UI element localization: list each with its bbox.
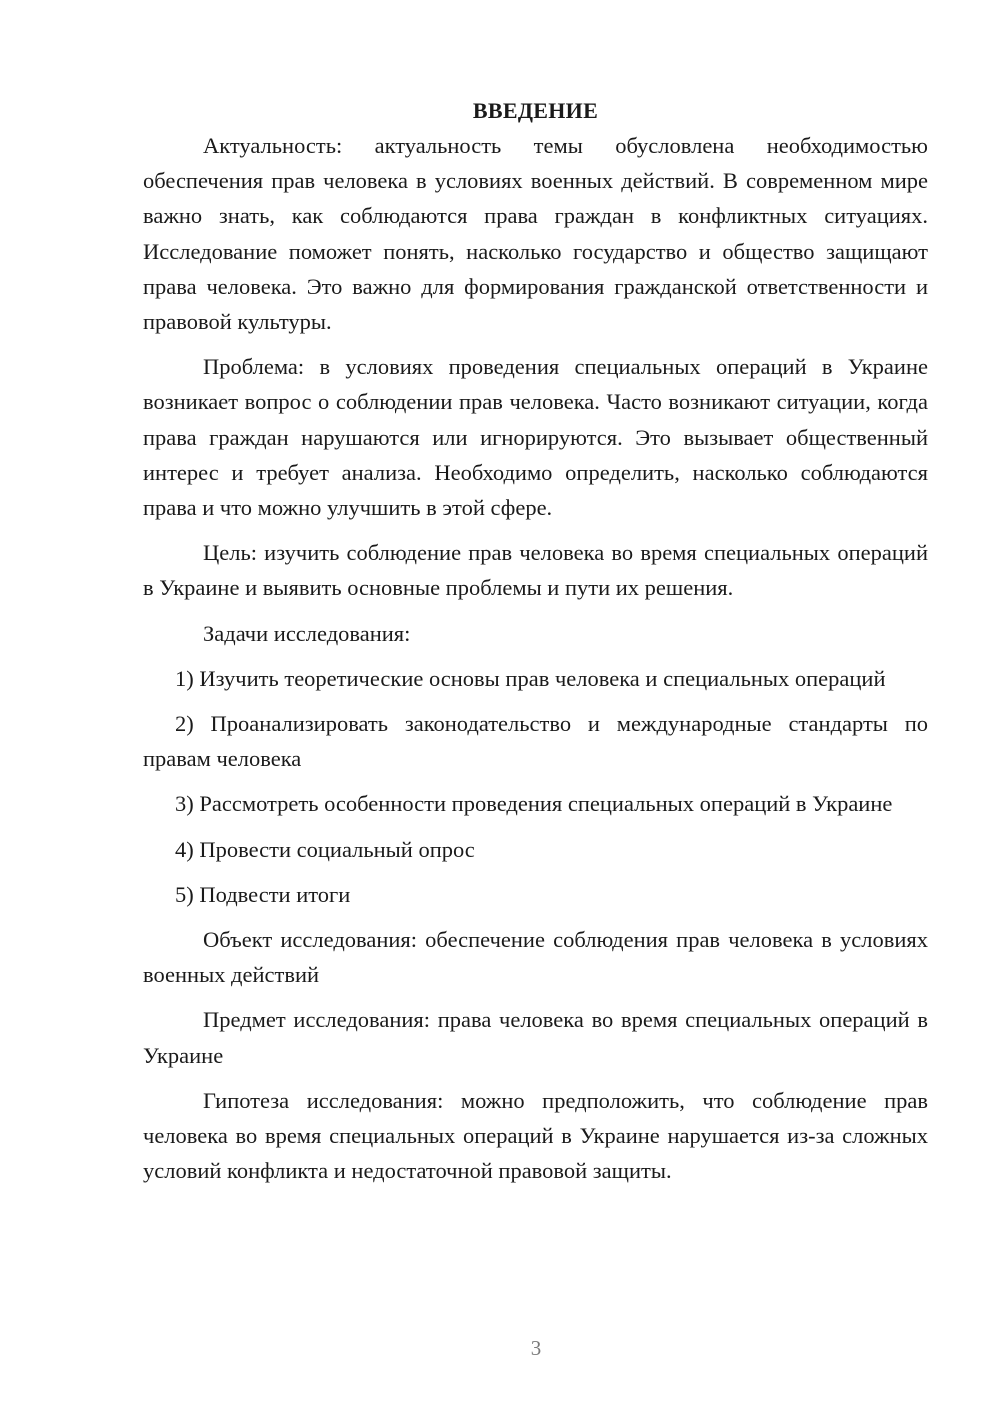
tasks-heading: Задачи исследования: — [203, 620, 411, 646]
task-item-1: 1) Изучить теоретические основы прав человека и специальных операций — [175, 665, 886, 691]
task-item-4: 4) Провести социальный опрос — [175, 836, 475, 862]
goal-paragraph: Цель: изучить соблюдение прав человека во время специальных операций в Украине и выявить основные проблемы и пути их решения. — [143, 540, 928, 601]
page-number: 3 — [530, 1336, 542, 1360]
problem-paragraph: Проблема: в условиях проведения специальных операций в Украине возникает вопрос о соблюдении прав человека. Часто возникают ситуации, когда права граждан нарушаются или игнорируются. Это вызывает общественный интерес и требует анализа. Необходимо определить, насколько соблюдаются права и что можно улучшить в этой сфере. — [143, 354, 928, 521]
object-paragraph: Объект исследования: обеспечение соблюдения прав человека в условиях военных действий — [143, 927, 928, 988]
relevance-paragraph: Актуальность: актуальность темы обусловлена необходимостью обеспечения прав человека в условиях военных действий. В современном мире важно знать, как соблюдаются права граждан в конфликтных ситуациях. Исследование поможет понять, насколько государство и общество защищают права человека. Это важно для формирования гражданской ответственности и правовой культуры. — [143, 133, 928, 335]
document-body — [143, 94, 928, 1188]
task-item-2: 2) Проанализировать законодательство и международные стандарты по правам человека — [143, 711, 928, 772]
hypothesis-paragraph: Гипотеза исследования: можно предположить, что соблюдение прав человека во время специальных операций в Украине нарушается из-за сложных условий конфликта и недостаточной правовой защиты. — [143, 1087, 928, 1184]
subject-paragraph: Предмет исследования: права человека во время специальных операций в Украине — [143, 1007, 928, 1068]
page-title: ВВЕДЕНИЕ — [472, 98, 599, 123]
task-item-3: 3) Рассмотреть особенности проведения специальных операций в Украине — [175, 791, 893, 817]
task-item-5: 5) Подвести итоги — [175, 881, 351, 907]
